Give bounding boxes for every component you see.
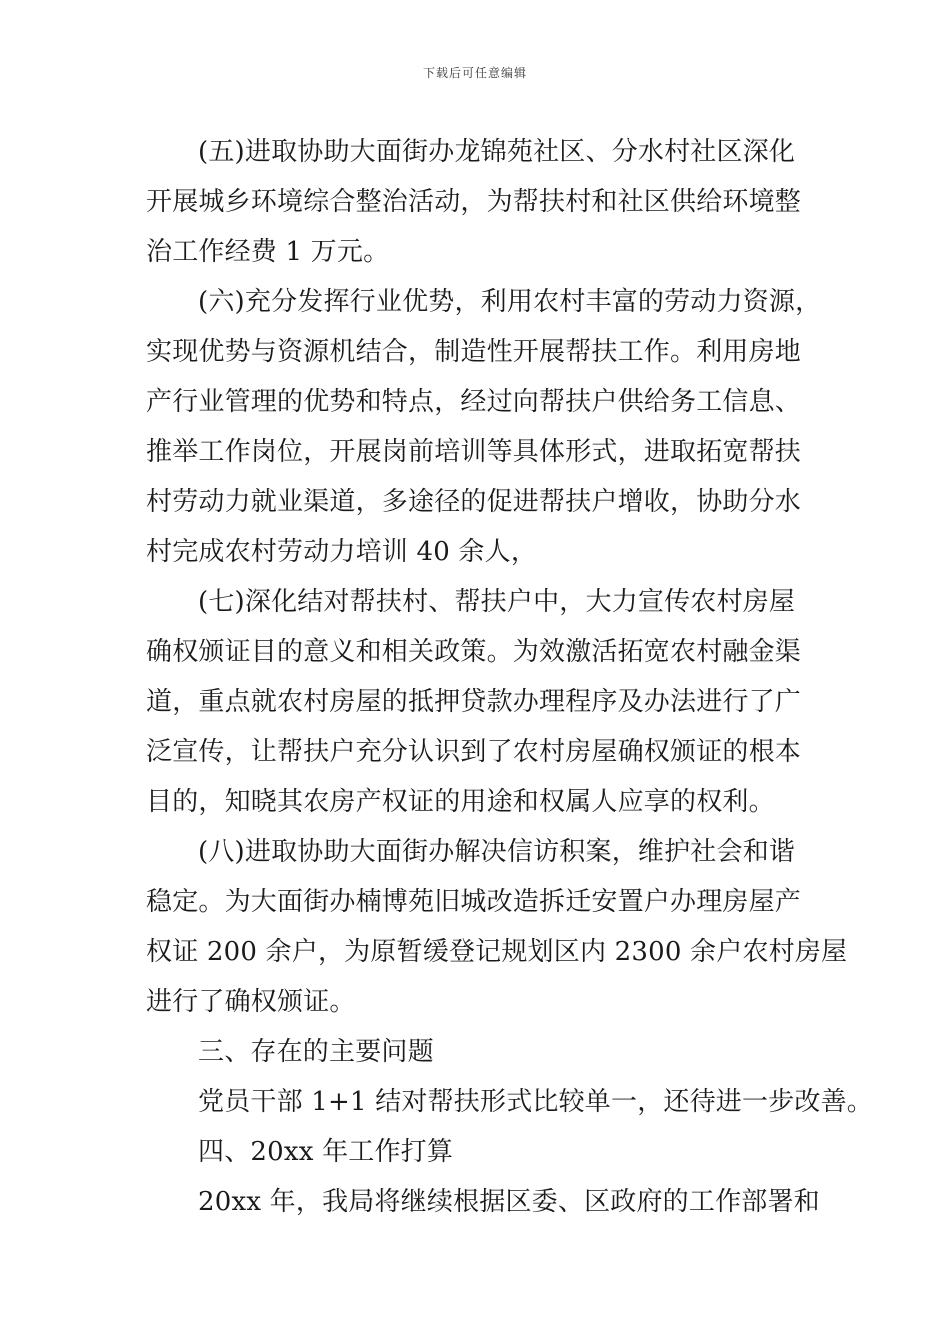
- paragraph-7-line-5: 目的，知晓其农房产权证的用途和权属人应享的权利。: [146, 787, 775, 817]
- paragraph-8-line-3: 权证 200 余户，为原暂缓登记规划区内 2300 余户农村房屋: [146, 937, 848, 967]
- paragraph-6-line-2: 实现优势与资源机结合，制造性开展帮扶工作。利用房地: [146, 337, 802, 367]
- paragraph-7-line-2: 确权颁证目的意义和相关政策。为效激活拓宽农村融金渠: [146, 637, 802, 667]
- paragraph-6-line-4: 推举工作岗位，开展岗前培训等具体形式，进取拓宽帮扶: [146, 437, 802, 467]
- paragraph-8-line-4: 进行了确权颁证。: [146, 987, 356, 1017]
- paragraph-5-line-1: (五)进取协助大面街办龙锦苑社区、分水村社区深化: [198, 137, 796, 167]
- paragraph-7-line-1: (七)深化结对帮扶村、帮扶户中，大力宣传农村房屋: [198, 587, 796, 617]
- paragraph-6-line-6: 村完成农村劳动力培训 40 余人，: [146, 537, 538, 567]
- paragraph-7-line-4: 泛宣传，让帮扶户充分认识到了农村房屋确权颁证的根本: [146, 737, 802, 767]
- paragraph-8-line-2: 稳定。为大面街办楠博苑旧城改造拆迁安置户办理房屋产: [146, 887, 802, 917]
- page-header-note: 下载后可任意编辑: [422, 66, 527, 80]
- section-4-body-line-1: 20xx 年，我局将继续根据区委、区政府的工作部署和: [198, 1187, 820, 1217]
- section-4-heading: 四、20xx 年工作打算: [198, 1137, 454, 1167]
- document-body: [146, 127, 873, 1227]
- paragraph-5-line-3: 治工作经费 1 万元。: [146, 237, 390, 267]
- section-3-body: 党员干部 1+1 结对帮扶形式比较单一，还待进一步改善。: [198, 1087, 873, 1117]
- section-3-heading: 三、存在的主要问题: [198, 1037, 434, 1067]
- paragraph-6-line-3: 产行业管理的优势和特点，经过向帮扶户供给务工信息、: [146, 387, 802, 417]
- paragraph-5-line-2: 开展城乡环境综合整治活动，为帮扶村和社区供给环境整: [146, 187, 802, 217]
- paragraph-8-line-1: (八)进取协助大面街办解决信访积案，维护社会和谐: [198, 837, 796, 867]
- paragraph-6-line-5: 村劳动力就业渠道，多途径的促进帮扶户增收，协助分水: [146, 487, 802, 517]
- paragraph-6-line-1: (六)充分发挥行业优势，利用农村丰富的劳动力资源，: [198, 287, 822, 317]
- paragraph-7-line-3: 道，重点就农村房屋的抵押贷款办理程序及办法进行了广: [146, 687, 802, 717]
